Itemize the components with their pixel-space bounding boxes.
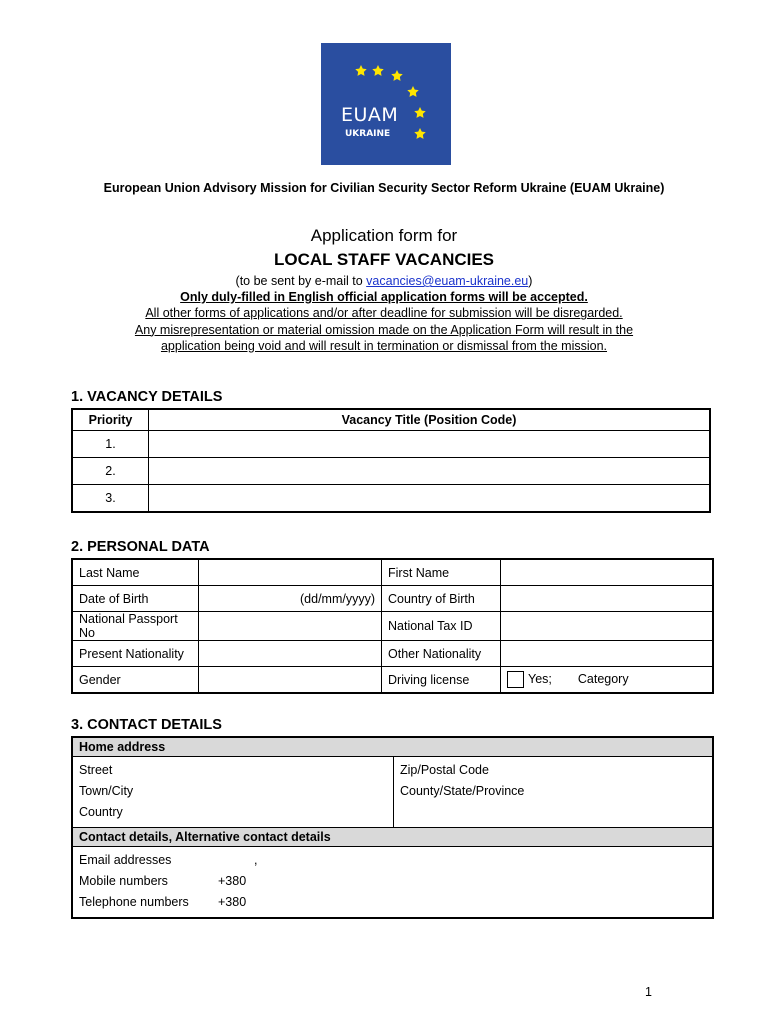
vacancy-title-2-field[interactable]: [149, 458, 711, 485]
mobile-label: Mobile numbers: [79, 874, 168, 888]
driving-license-label: Driving license: [382, 667, 501, 694]
county-label: County/State/Province: [400, 784, 525, 798]
last-name-field[interactable]: [199, 559, 382, 586]
instructions: [0, 273, 768, 354]
mobile-prefix: +380: [218, 874, 247, 888]
contact-details-table: [71, 736, 714, 919]
logo-name: EUAM: [341, 104, 399, 126]
gender-field[interactable]: [199, 667, 382, 694]
logo-subtitle: UKRAINE: [345, 129, 391, 139]
town-label: Town/City: [79, 784, 134, 798]
note-misrepresentation: Any misrepresentation or material omission made on the Application Form will result in the: [134, 322, 634, 337]
send-suffix: ): [528, 274, 533, 288]
other-nationality-label: Other Nationality: [382, 641, 501, 667]
driving-license-field: [501, 667, 714, 694]
priority-2: 2.: [72, 458, 149, 485]
passport-label: National Passport No: [72, 612, 199, 641]
personal-section-heading: 2. PERSONAL DATA: [71, 539, 210, 555]
vacancy-section-heading: 1. VACANCY DETAILS: [71, 389, 223, 405]
address-right-cell[interactable]: [394, 757, 714, 828]
last-name-label: Last Name: [72, 559, 199, 586]
first-name-field[interactable]: [501, 559, 714, 586]
country-of-birth-label: Country of Birth: [382, 586, 501, 612]
vacancy-title-header: Vacancy Title (Position Code): [149, 409, 711, 431]
priority-1: 1.: [72, 431, 149, 458]
telephone-prefix: +380: [218, 895, 247, 909]
country-of-birth-field[interactable]: [501, 586, 714, 612]
driving-license-checkbox[interactable]: [507, 671, 524, 688]
note-disregarded: All other forms of applications and/or after deadline for submission will be disregarded.: [145, 306, 623, 321]
tax-id-label: National Tax ID: [382, 612, 501, 641]
page-number: 1: [645, 985, 652, 999]
email-link[interactable]: vacancies@euam-ukraine.eu: [366, 274, 529, 288]
email-separator: ,: [254, 853, 258, 867]
gender-label: Gender: [72, 667, 199, 694]
send-prefix: (to be sent by e-mail to: [235, 274, 367, 288]
form-title-line1: Application form for: [310, 226, 458, 245]
alt-contact-header: Contact details, Alternative contact details: [72, 828, 713, 847]
passport-field[interactable]: [199, 612, 382, 641]
dob-label: Date of Birth: [72, 586, 199, 612]
priority-3: 3.: [72, 485, 149, 513]
vacancy-table: [71, 408, 711, 513]
send-instruction: [0, 273, 768, 289]
email-label: Email addresses: [79, 853, 172, 867]
tax-id-field[interactable]: [501, 612, 714, 641]
dob-field[interactable]: (dd/mm/yyyy): [199, 586, 382, 612]
vacancy-title-1-field[interactable]: [149, 431, 711, 458]
zip-label: Zip/Postal Code: [400, 763, 489, 777]
present-nationality-field[interactable]: [199, 641, 382, 667]
organization-name: European Union Advisory Mission for Civilian Security Sector Reform Ukraine (EUAM Ukraine): [103, 181, 665, 195]
first-name-label: First Name: [382, 559, 501, 586]
category-label: Category: [577, 671, 629, 686]
present-nationality-label: Present Nationality: [72, 641, 199, 667]
address-left-cell[interactable]: [72, 757, 394, 828]
yes-label: Yes;: [528, 671, 552, 686]
note-english-only: Only duly-filled in English official application forms will be accepted.: [180, 290, 588, 305]
contact-section-heading: 3. CONTACT DETAILS: [71, 717, 222, 733]
note-termination: application being void and will result in termination or dismissal from the mission.: [160, 338, 608, 353]
priority-header: Priority: [72, 409, 149, 431]
euam-logo: [321, 43, 451, 165]
country-label: Country: [79, 805, 123, 819]
other-nationality-field[interactable]: [501, 641, 714, 667]
vacancy-title-3-field[interactable]: [149, 485, 711, 513]
personal-data-table: [71, 558, 714, 694]
street-label: Street: [79, 763, 113, 777]
form-title-line2: LOCAL STAFF VACANCIES: [273, 250, 495, 269]
home-address-header: Home address: [72, 737, 713, 757]
contact-details-cell[interactable]: [72, 847, 713, 919]
telephone-label: Telephone numbers: [79, 895, 189, 909]
